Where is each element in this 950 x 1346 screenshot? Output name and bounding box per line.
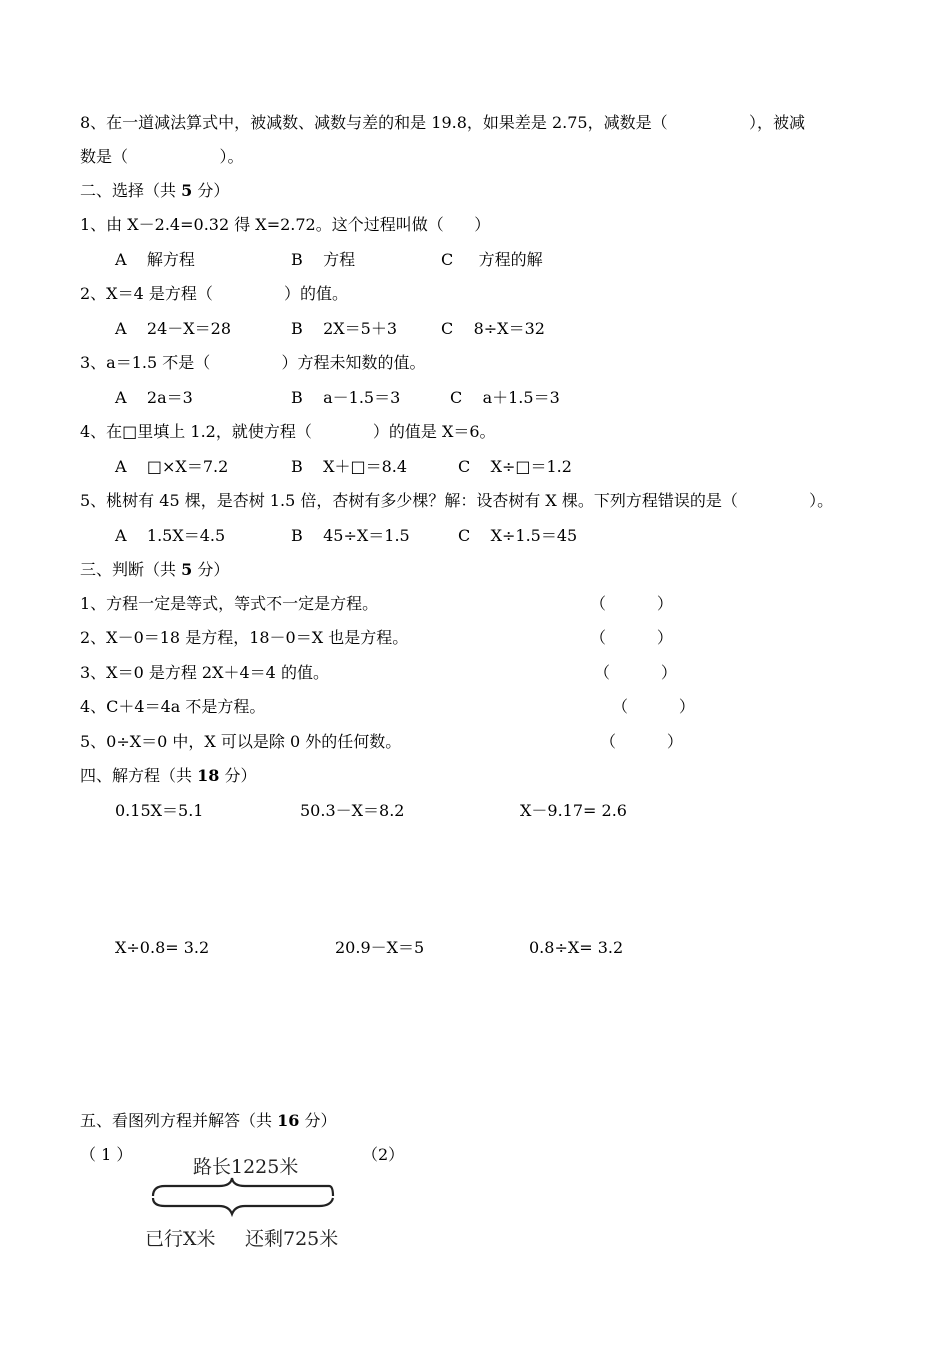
s2-q3-option-c: C a＋1.5＝3 [450, 388, 560, 407]
s2-q2-option-b: B 2X＝5＋3 [291, 319, 398, 338]
s2-q2-option-c: C 8÷X＝32 [441, 319, 545, 338]
s2-q2-text: 2、X＝4 是方程（ ）的值。 [80, 284, 349, 303]
section3-score: 5 [181, 560, 193, 579]
section4-score: 18 [197, 766, 220, 785]
road-length-diagram [145, 1146, 345, 1252]
equation-6: 0.8÷X= 3.2 [529, 938, 624, 957]
s2-q1-text: 1、由 X－2.4=0.32 得 X=2.72。这个过程叫做（ ） [80, 215, 491, 234]
s2-q5-option-c: C X÷1.5＝45 [458, 526, 578, 545]
s3-item5-text: 5、0÷X＝0 中，X 可以是除 0 外的任何数。 [80, 732, 402, 751]
diagram-remaining-label: 还剩725米 [245, 1228, 339, 1250]
section5-title: 五、看图列方程并解答（共 16 分） [80, 1111, 337, 1130]
s2-q1-option-b: B 方程 [291, 250, 356, 269]
problem-1-label: （ 1 ） [80, 1145, 133, 1164]
section5-score: 16 [277, 1111, 300, 1130]
s2-q4-option-a: A □×X＝7.2 [115, 457, 229, 476]
s3-item4-bracket: （ ） [612, 697, 695, 716]
s2-q4-option-c: C X÷□＝1.2 [458, 457, 572, 476]
s2-q4-text: 4、在□里填上 1.2，就使方程（ ）的值是 X＝6。 [80, 422, 496, 441]
s3-item2-bracket: （ ） [590, 628, 673, 647]
s3-item5-bracket: （ ） [600, 732, 683, 751]
q8-line2: 数是（ ）。 [80, 147, 244, 166]
problem-2-label: （2） [362, 1145, 405, 1164]
q8-line1: 8、在一道减法算式中，被减数、减数与差的和是 19.8，如果差是 2.75，减数是（ ），被减 [80, 113, 805, 132]
s2-q5-option-a: A 1.5X＝4.5 [115, 526, 226, 545]
s2-q5-text: 5、桃树有 45 棵，是杏树 1.5 倍，杏树有多少棵？解：设杏树有 X 棵。下列方程错误的是（ ）。 [80, 491, 834, 510]
diagram-traveled-label: 已行X米 [145, 1228, 216, 1250]
equation-3: X－9.17= 2.6 [520, 801, 627, 820]
s2-q3-option-a: A 2a＝3 [115, 388, 193, 407]
equation-1: 0.15X＝5.1 [115, 801, 204, 820]
s2-q1-option-a: A 解方程 [115, 250, 195, 269]
s3-item2-text: 2、X－0＝18 是方程，18－0＝X 也是方程。 [80, 628, 409, 647]
equation-2: 50.3－X＝8.2 [300, 801, 405, 820]
s2-q1-option-c: C 方程的解 [441, 250, 543, 269]
s3-item1-text: 1、方程一定是等式，等式不一定是方程。 [80, 594, 379, 613]
s2-q3-text: 3、a＝1.5 不是（ ）方程未知数的值。 [80, 353, 426, 372]
s3-item4-text: 4、C＋4＝4a 不是方程。 [80, 697, 266, 716]
s2-q2-option-a: A 24－X＝28 [115, 319, 232, 338]
equation-4: X÷0.8= 3.2 [115, 938, 210, 957]
s2-q5-option-b: B 45÷X＝1.5 [291, 526, 410, 545]
diagram-total-label: 路长1225米 [193, 1156, 299, 1178]
s3-item1-bracket: （ ） [590, 594, 673, 613]
s2-q4-option-b: B X＋□＝8.4 [291, 457, 408, 476]
section3-title: 三、判断（共 5 分） [80, 560, 230, 579]
s2-q3-option-b: B a－1.5＝3 [291, 388, 401, 407]
equation-5: 20.9－X＝5 [335, 938, 425, 957]
section2-title: 二、选择（共 5 分） [80, 181, 230, 200]
s3-item3-text: 3、X＝0 是方程 2X＋4＝4 的值。 [80, 663, 329, 682]
section2-score: 5 [181, 181, 193, 200]
section4-title: 四、解方程（共 18 分） [80, 766, 257, 785]
s3-item3-bracket: （ ） [594, 663, 677, 682]
